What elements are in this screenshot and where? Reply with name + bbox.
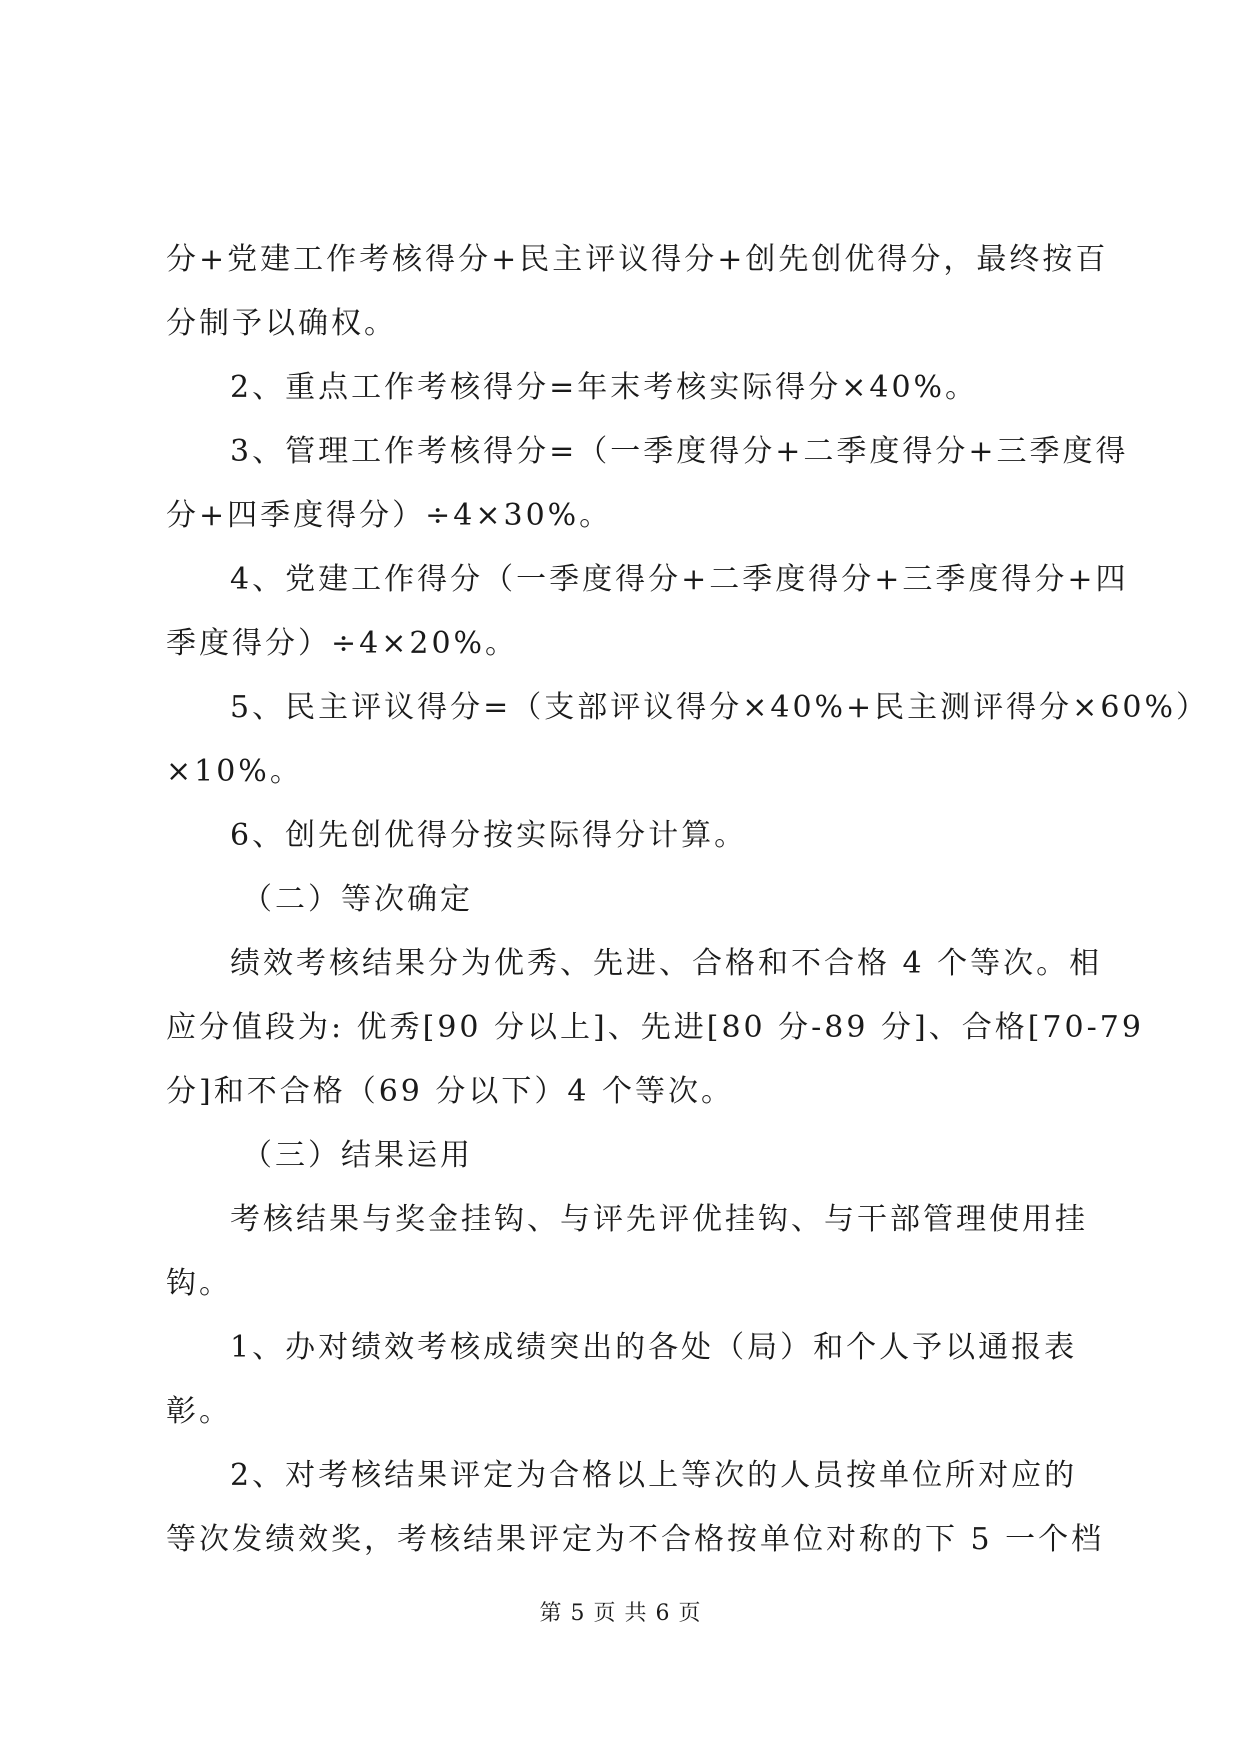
text-line: 4、党建工作得分（一季度得分+二季度得分+三季度得分+四 (230, 562, 1129, 597)
section-heading: （二）等次确定 (242, 882, 473, 917)
text-line: ×10%。 (166, 754, 303, 789)
text-line: 季度得分）÷4×20%。 (166, 626, 519, 661)
text-line: 6、创先创优得分按实际得分计算。 (230, 818, 748, 853)
text-line: 应分值段为: 优秀[90 分以上]、先进[80 分-89 分]、合格[70-79 (166, 1010, 1144, 1045)
text-line: 考核结果与奖金挂钩、与评先评优挂钩、与干部管理使用挂 (230, 1202, 1088, 1237)
text-line: 2、重点工作考核得分=年末考核实际得分×40%。 (230, 370, 979, 405)
text-line: 分+党建工作考核得分+民主评议得分+创先创优得分，最终按百 (166, 242, 1109, 277)
text-line: 彰。 (166, 1394, 232, 1429)
page-footer: 第 5 页 共 6 页 (539, 1601, 702, 1626)
body-text (166, 228, 1209, 1572)
text-line: 分制予以确权。 (166, 306, 397, 341)
text-line: 2、对考核结果评定为合格以上等次的人员按单位所对应的 (230, 1458, 1078, 1493)
text-line: 1、办对绩效考核成绩突出的各处（局）和个人予以通报表 (230, 1330, 1078, 1365)
text-line: 绩效考核结果分为优秀、先进、合格和不合格 4 个等次。相 (230, 946, 1103, 981)
text-line: 钩。 (166, 1266, 232, 1301)
text-line: 分+四季度得分）÷4×30%。 (166, 498, 613, 533)
text-line: 等次发绩效奖，考核结果评定为不合格按单位对称的下 5 一个档 (166, 1522, 1105, 1557)
section-heading: （三）结果运用 (242, 1138, 473, 1173)
text-line: 3、管理工作考核得分=（一季度得分+二季度得分+三季度得 (230, 434, 1129, 469)
text-line: 5、民主评议得分=（支部评议得分×40%+民主测评得分×60%） (230, 690, 1209, 725)
text-line: 分]和不合格（69 分以下）4 个等次。 (166, 1074, 735, 1109)
